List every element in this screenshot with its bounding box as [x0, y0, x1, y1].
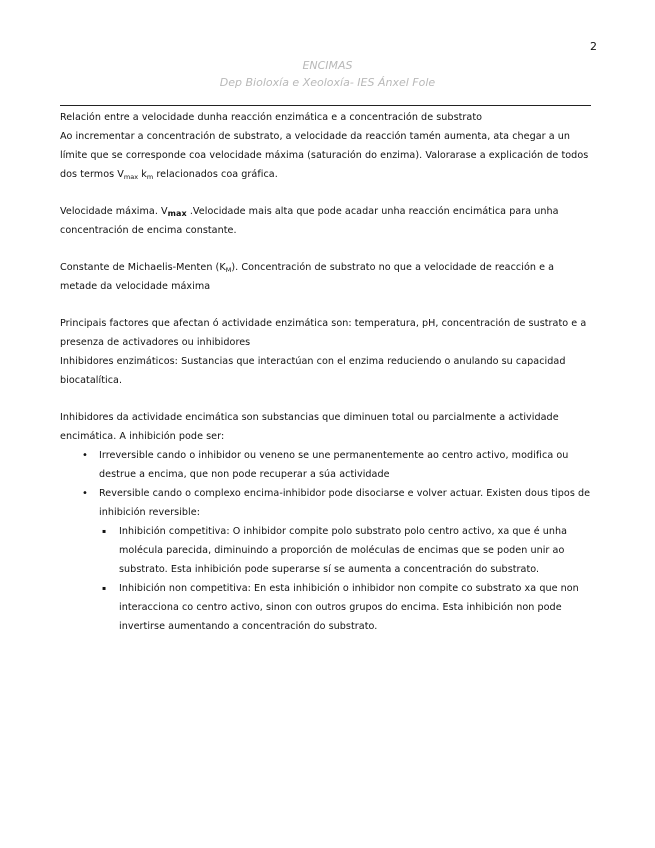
km-label: Constante de Michaelis-Menten (K: [60, 262, 226, 273]
page-header: [0, 57, 655, 91]
list-item-reversible: [60, 484, 592, 636]
km-subscript: m: [146, 173, 154, 181]
relation-text-2: k: [138, 169, 147, 180]
spacer: [60, 240, 592, 258]
relation-text-1: Ao incrementar a concentración de substrato, a velocidade da reacción tamén aumenta, ata chegar a un límite que se corresponde coa velocidade máxima (saturación do enzima). Valorarase a explicación de todos dos termos V: [60, 131, 589, 180]
sublist-item-competitive: ▪ Inhibición competitiva: O inhibidor compite polo substrato polo centro activo, xa que é unha molécula parecida, diminuindo a proporción de moléculas de encimas que se poden unir ao substrato. Esta inhibición pode superarse sí se aumenta a concentración do substrato.: [99, 522, 592, 579]
inhibitors-intro: Inhibidores da actividade encimática son substancias que diminuen total ou parcialmente a actividade encimática. A inhibición pode ser:: [60, 412, 559, 442]
reversible-types-sublist: [99, 522, 592, 636]
sublist-item-noncompetitive: ▪ Inhibición non competitiva: En esta inhibición o inhibidor non compite co substrato xa que non interacciona co centro activo, sinon con outros grupos do encima. Esta inhibición non pode invertirse aumentando a concentración do substrato.: [99, 579, 592, 636]
header-title: ENCIMAS: [302, 59, 353, 72]
list-item-text: Irreversible cando o inhibidor ou veneno se une permanentemente ao centro activo, modifica ou destrue a encima, que non pode recuperar a súa actividade: [99, 450, 569, 480]
vmax-label: Velocidade máxima. V: [60, 206, 168, 217]
list-item-irreversible: [60, 446, 592, 484]
spacer: [60, 296, 592, 314]
spacer: [60, 184, 592, 202]
vmax-label-subscript: max: [167, 209, 187, 218]
vmax-paragraph: [60, 202, 592, 240]
inhibition-types-list: [60, 446, 592, 636]
document-body: [60, 108, 592, 636]
relation-title: Relación entre a velocidade dunha reacción enzimática e a concentración de substrato: [60, 112, 483, 123]
factors-paragraph: Principais factores que afectan ó actividade enzimática son: temperatura, pH, concentración de sustrato e a presenza de activadores ou inhibidores: [60, 318, 587, 348]
km-label-end: ).: [231, 262, 239, 273]
inhibitors-definition: Inhibidores enzimáticos: Sustancias que interactúan con el enzima reduciendo o anulando su capacidad biocatalítica.: [60, 356, 566, 386]
relation-text-3: relacionados coa gráfica.: [153, 169, 278, 180]
page-number: 2: [590, 40, 597, 53]
vmax-subscript: max: [123, 173, 139, 181]
spacer: [60, 390, 592, 408]
km-paragraph: [60, 258, 592, 296]
relation-paragraph: [60, 127, 592, 184]
vmax-text: .Velocidade mais alta que pode acadar unha reacción encimática para unha concentración de encima constante.: [60, 206, 559, 236]
header-subtitle: Dep Bioloxía e Xeoloxía- IES Ánxel Fole: [219, 76, 436, 89]
km-text: Concentración de substrato no que a velocidade de reacción e a metade da velocidade máxima: [60, 262, 555, 292]
km-label-subscript: M: [225, 266, 232, 274]
header-divider: [60, 105, 591, 106]
list-item-text: Reversible cando o complexo encima-inhibidor pode disociarse e volver actuar. Existen dous tipos de inhibición reversible:: [99, 488, 591, 518]
